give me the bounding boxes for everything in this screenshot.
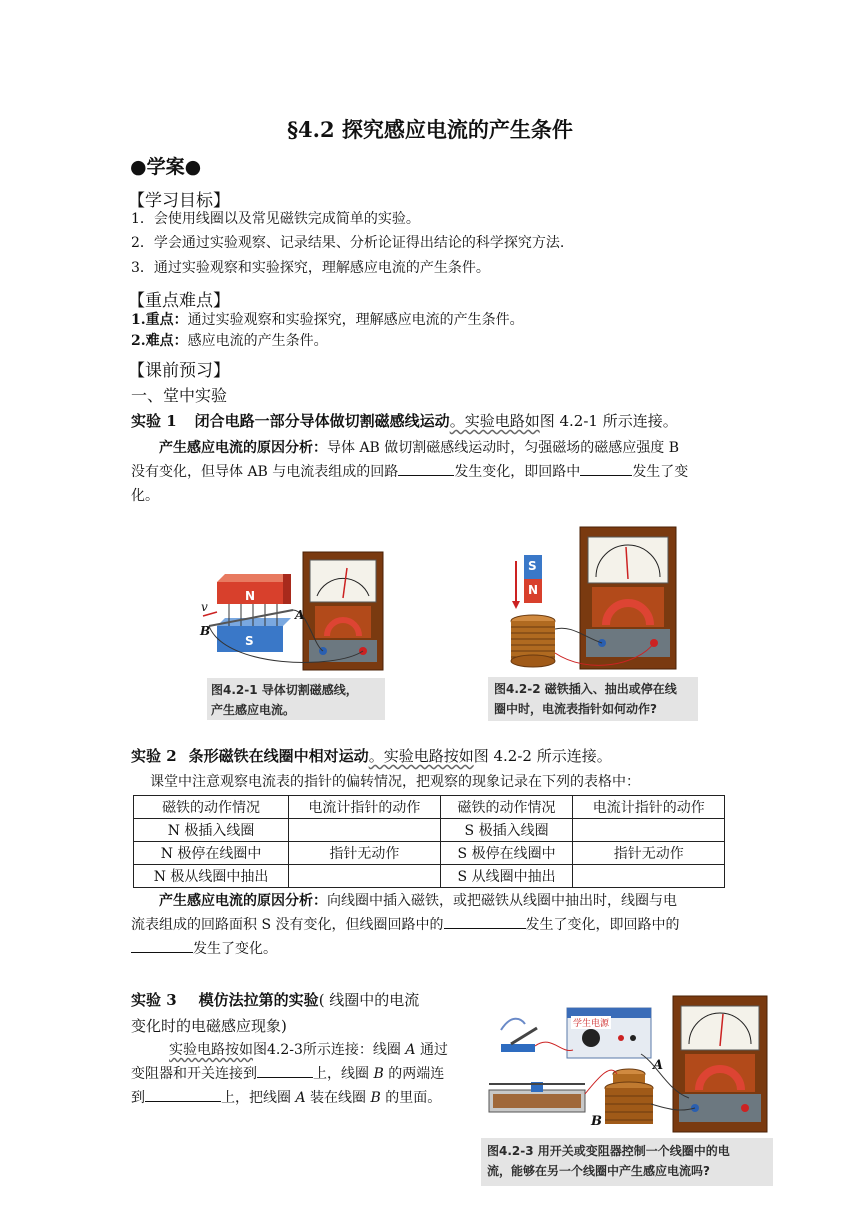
exp1-link: 。实验电路如 [449, 412, 540, 430]
table-cell: N 极停在线圈中 [134, 842, 289, 865]
exp3-blank-2[interactable] [145, 1087, 221, 1102]
exp3-line: 图4.2-3所示连接：线圈 [253, 1042, 401, 1058]
caption-line: 圈中时，电流表指针如何动作? [494, 702, 657, 716]
exp3-link: 实验电路按如 [169, 1042, 253, 1058]
exp1-analysis-line: 没有变化，但导体 AB 与电流表组成的回路 [131, 464, 399, 480]
table-header-cell: 电流计指针的动作 [289, 796, 441, 819]
figure-4-2-2-caption [488, 677, 698, 721]
figure-4-2-3-caption [481, 1138, 773, 1186]
table-cell-answer[interactable] [289, 865, 441, 888]
preview-heading: 【课前预习】 [128, 361, 230, 381]
table-cell: S 极停在线圈中 [440, 842, 573, 865]
exp1-analysis-line: 发生了变 [632, 464, 689, 480]
exp3-line: 的里面。 [385, 1090, 442, 1106]
exp3-line: 上，线圈 [313, 1066, 369, 1082]
magnet-n-label: N [245, 589, 256, 603]
power-supply-label: 学生电源 [571, 1016, 611, 1029]
table-cell: 指针无动作 [573, 842, 725, 865]
coil-b-ref: B [373, 1066, 384, 1082]
table-header-cell: 磁铁的动作情况 [440, 796, 573, 819]
exp3-heading [131, 987, 476, 1039]
figure-4-2-2-illustration [488, 525, 698, 675]
exp1-analysis-line: 导体 AB 做切割磁感线运动时，匀强磁场的磁感应强度 B [327, 440, 680, 456]
table-row [134, 819, 725, 842]
page-title: §4.2 探究感应电流的产生条件 [287, 117, 573, 142]
table-cell-answer[interactable] [573, 865, 725, 888]
caption-line: 图4.2-1 导体切割磁感线， [211, 683, 358, 697]
exp2-analysis [131, 889, 731, 961]
caption-line: 图4.2-3 用开关或变阻器控制一个线圈中的电 [487, 1144, 730, 1158]
exp3-body [131, 1038, 476, 1110]
coil-b-ref: B [370, 1090, 381, 1106]
exp1-heading [131, 410, 678, 431]
table-cell: 指针无动作 [289, 842, 441, 865]
exp2-analysis-line: 流表组成的回路面积 S 没有变化，但线圈回路中的 [131, 917, 444, 933]
preview-sub: 一、堂中实验 [131, 386, 228, 405]
figure-4-2-1-caption [207, 678, 385, 720]
exp1-analysis-label: 产生感应电流的原因分析： [159, 440, 327, 456]
exp1-blank-1[interactable] [398, 461, 454, 476]
exp2-link: 。实验电路按如 [368, 747, 474, 765]
table-cell: N 极从线圈中抽出 [134, 865, 289, 888]
exp3-line: 变阻器和开关连接到 [131, 1066, 257, 1082]
goals-heading: 【学习目标】 [128, 191, 230, 211]
exp3-line: 通过 [419, 1042, 448, 1058]
exp2-title: 条形磁铁在线圈中相对运动 [188, 747, 369, 765]
exp1-analysis [131, 436, 731, 508]
exp2-analysis-line: 发生了变化，即回路中的 [525, 917, 680, 933]
exp2-analysis-line: 发生了变化。 [193, 941, 277, 957]
table-header-cell: 磁铁的动作情况 [134, 796, 289, 819]
difficult-point [131, 329, 328, 353]
velocity-label: v [201, 600, 208, 614]
goal-item: 2．学会通过实验观察、记录结果、分析论证得出结论的科学探究方法. [131, 235, 565, 251]
table-row [134, 842, 725, 865]
exp2-link-rest: 图 4.2-2 所示连接。 [473, 747, 612, 765]
exp3-line: 上，把线圈 [221, 1090, 291, 1106]
exp1-analysis-line: 化。 [131, 488, 159, 504]
exp3-blank-1[interactable] [257, 1063, 313, 1078]
table-row [134, 865, 725, 888]
figure-4-2-3 [481, 994, 773, 1188]
coil-a-ref: A [405, 1042, 416, 1058]
point-b-label: B [200, 624, 211, 638]
bar-magnet-s-label: S [528, 559, 537, 573]
exp2-analysis-label: 产生感应电流的原因分析： [159, 893, 327, 909]
exp3-line: 装在线圈 [310, 1090, 367, 1106]
exp3-label: 实验 3 [131, 991, 177, 1009]
exp1-label: 实验 1 [131, 412, 177, 430]
exp1-blank-2[interactable] [580, 461, 632, 476]
figure-4-2-1 [195, 548, 395, 720]
magnet-s-label: S [245, 634, 254, 648]
table-cell-answer[interactable] [573, 819, 725, 842]
caption-line: 图4.2-2 磁铁插入、抽出或停在线 [494, 682, 677, 696]
exp1-analysis-line: 发生变化，即回路中 [454, 464, 581, 480]
table-cell: N 极插入线圈 [134, 819, 289, 842]
goal-item: 3．通过实验观察和实验探究，理解感应电流的产生条件。 [131, 260, 490, 276]
bar-magnet-n-label: N [528, 583, 539, 597]
exp2-heading [131, 745, 612, 766]
table-cell: S 从线圈中抽出 [440, 865, 573, 888]
table-cell-answer[interactable] [289, 819, 441, 842]
exp3-line: 到 [131, 1090, 145, 1106]
section-xuean: ●学案● [130, 156, 202, 178]
table-header-cell: 电流计指针的动作 [573, 796, 725, 819]
coil-a-label: A [653, 1058, 664, 1073]
point-a-label: A [295, 608, 305, 622]
exp2-label: 实验 2 [131, 747, 177, 765]
goal-item: 1．会使用线圈以及常见磁铁完成简单的实验。 [131, 211, 420, 227]
key-point-text: 通过实验观察和实验探究，理解感应电流的产生条件。 [187, 312, 524, 328]
key-point-label: 1.重点： [131, 312, 188, 328]
exp1-title: 闭合电路一部分导体做切割磁感线运动 [194, 412, 450, 430]
exp3-line: 的两端连 [388, 1066, 445, 1082]
table-cell: S 极插入线圈 [440, 819, 573, 842]
caption-line: 流，能够在另一个线圈中产生感应电流吗? [487, 1164, 710, 1178]
exp3-paren: ( 线圈中的电流 [318, 991, 420, 1009]
exp1-link-rest: 图 4.2-1 所示连接。 [539, 412, 678, 430]
observation-table [133, 795, 725, 888]
caption-line: 产生感应电流。 [211, 703, 296, 717]
figure-4-2-2 [488, 525, 698, 721]
exp2-note: 课堂中注意观察电流表的指针的偏转情况，把观察的现象记录在下列的表格中： [150, 774, 640, 790]
exp2-analysis-line: 向线圈中插入磁铁，或把磁铁从线圈中抽出时，线圈与电 [327, 893, 677, 909]
coil-b-label: B [591, 1114, 602, 1129]
exp2-blank-2[interactable] [131, 938, 193, 953]
exp2-blank-1[interactable] [444, 914, 526, 929]
difficult-point-text: 感应电流的产生条件。 [187, 333, 328, 349]
exp3-paren-cont: 变化时的电磁感应现象) [131, 1017, 287, 1035]
figure-4-2-3-illustration [481, 994, 773, 1134]
exp3-title: 模仿法拉第的实验 [198, 991, 319, 1009]
table-header-row [134, 796, 725, 819]
coil-a-ref: A [295, 1090, 306, 1106]
key-heading: 【重点难点】 [128, 291, 230, 311]
difficult-point-label: 2.难点： [131, 333, 188, 349]
